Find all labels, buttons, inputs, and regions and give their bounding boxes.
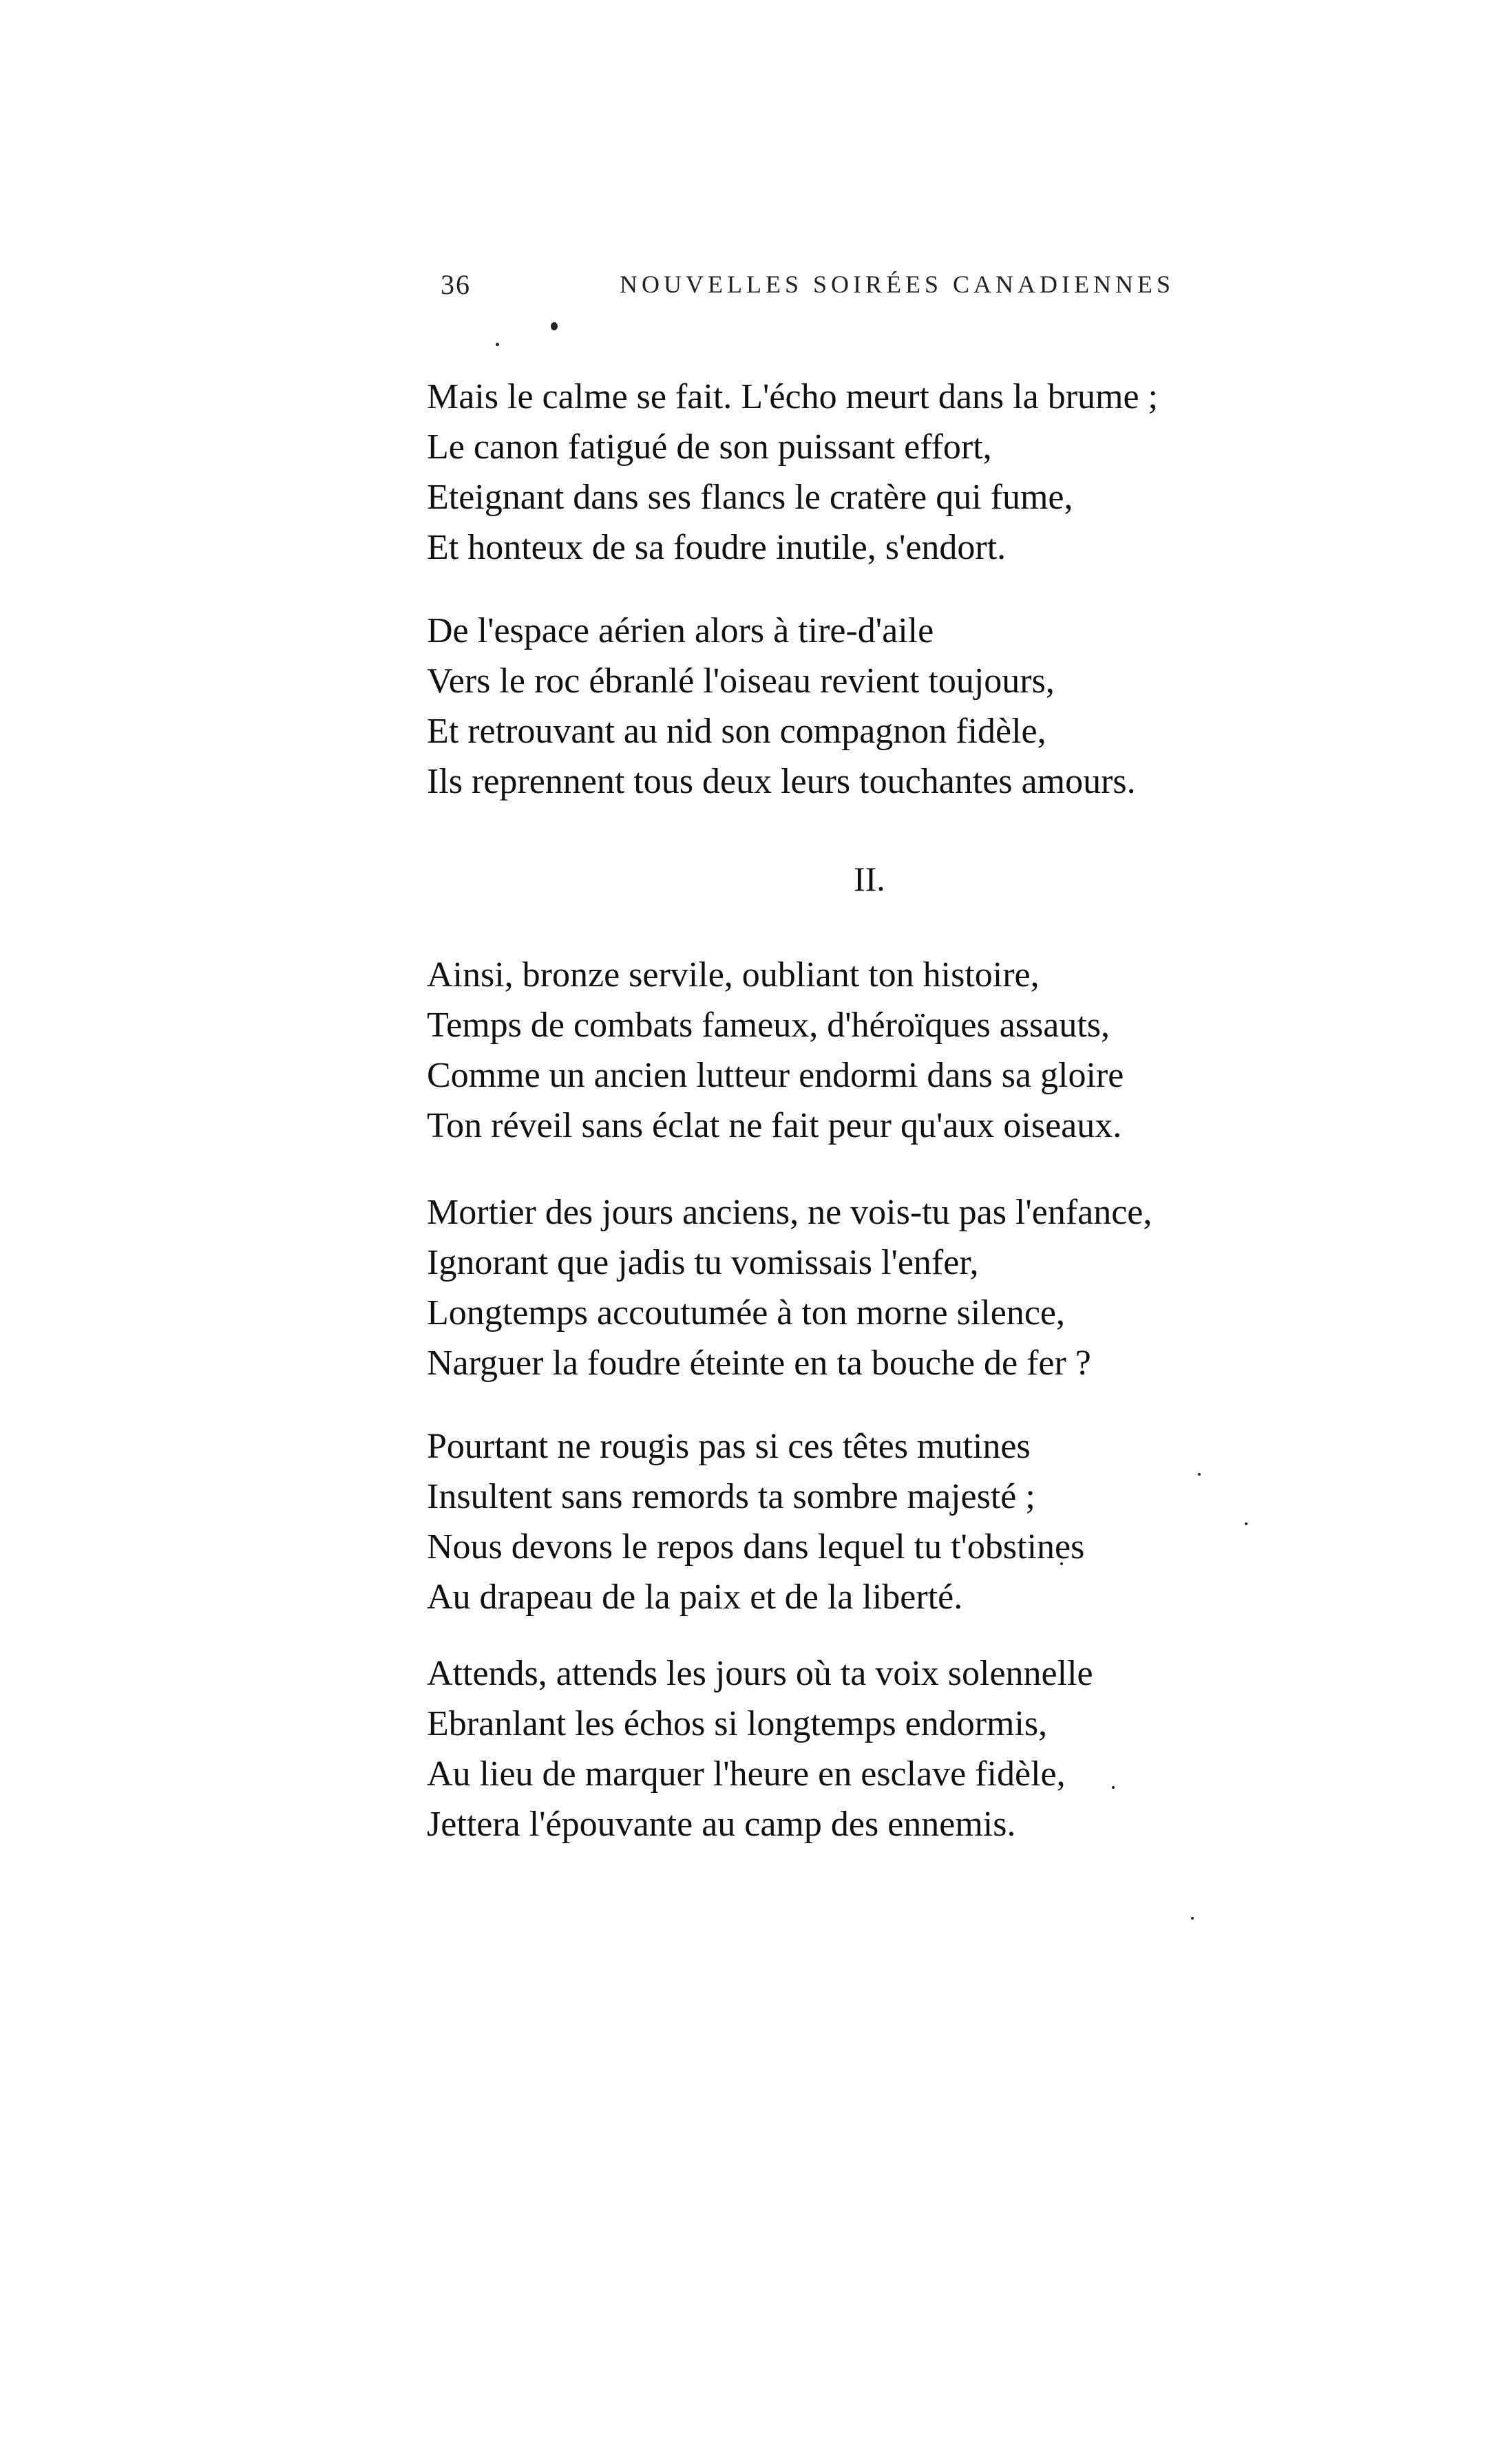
stanza-4 [427, 1187, 1253, 1388]
stanza-6 [427, 1648, 1253, 1849]
verse-line: Ainsi, bronze servile, oubliant ton histoire, [427, 955, 1040, 995]
scan-speck [1191, 1917, 1194, 1920]
verse-line: Comme un ancien lutteur endormi dans sa gloire [427, 1056, 1124, 1095]
verse-line: Mortier des jours anciens, ne vois-tu pas l'enfance, [427, 1193, 1152, 1232]
verse-line: Et retrouvant au nid son compagnon fidèle, [427, 712, 1046, 751]
verse-line: Vers le roc ébranlé l'oiseau revient toujours, [427, 661, 1055, 701]
verse-line: Nous devons le repos dans lequel tu t'obstines [427, 1527, 1085, 1566]
stanza-2 [427, 606, 1253, 807]
verse-line: Temps de combats fameux, d'héroïques assauts, [427, 1006, 1110, 1045]
section-numeral: II. [854, 860, 885, 898]
verse-line: Insultent sans remords ta sombre majesté ; [427, 1477, 1035, 1516]
verse-line: Au lieu de marquer l'heure en esclave fidèle, [427, 1754, 1066, 1794]
scan-speck [551, 322, 558, 330]
stanza-5 [427, 1421, 1253, 1622]
verse-line: Et honteux de sa foudre inutile, s'endort. [427, 528, 1007, 567]
stanza-3 [427, 950, 1253, 1151]
verse-line: Le canon fatigué de son puissant effort, [427, 427, 992, 467]
verse-line: Ils reprennent tous deux leurs touchantes amours. [427, 762, 1136, 801]
verse-line: Ton réveil sans éclat ne fait peur qu'aux oiseaux. [427, 1106, 1122, 1145]
stanza-1 [427, 372, 1253, 573]
scan-speck [496, 343, 499, 346]
verse-line: Au drapeau de la paix et de la liberté. [427, 1578, 963, 1617]
verse-line: Mais le calme se fait. L'écho meurt dans la brume ; [427, 377, 1158, 416]
verse-line: Attends, attends les jours où ta voix solennelle [427, 1654, 1093, 1693]
running-head: NOUVELLES SOIRÉES CANADIENNES [620, 270, 1174, 298]
verse-line: Jettera l'épouvante au camp des ennemis. [427, 1805, 1016, 1844]
verse-line: Ignorant que jadis tu vomissais l'enfer, [427, 1243, 979, 1282]
verse-line: Narguer la foudre éteinte en ta bouche de fer ? [427, 1343, 1091, 1383]
verse-line: Longtemps accoutumée à ton morne silence, [427, 1293, 1066, 1332]
verse-line: Ebranlant les échos si longtemps endormis, [427, 1704, 1048, 1743]
verse-line: Eteignant dans ses flancs le cratère qui fume, [427, 478, 1073, 517]
verse-line: De l'espace aérien alors à tire-d'aile [427, 611, 934, 650]
page-number: 36 [441, 269, 471, 300]
verse-line: Pourtant ne rougis pas si ces têtes mutines [427, 1427, 1031, 1466]
